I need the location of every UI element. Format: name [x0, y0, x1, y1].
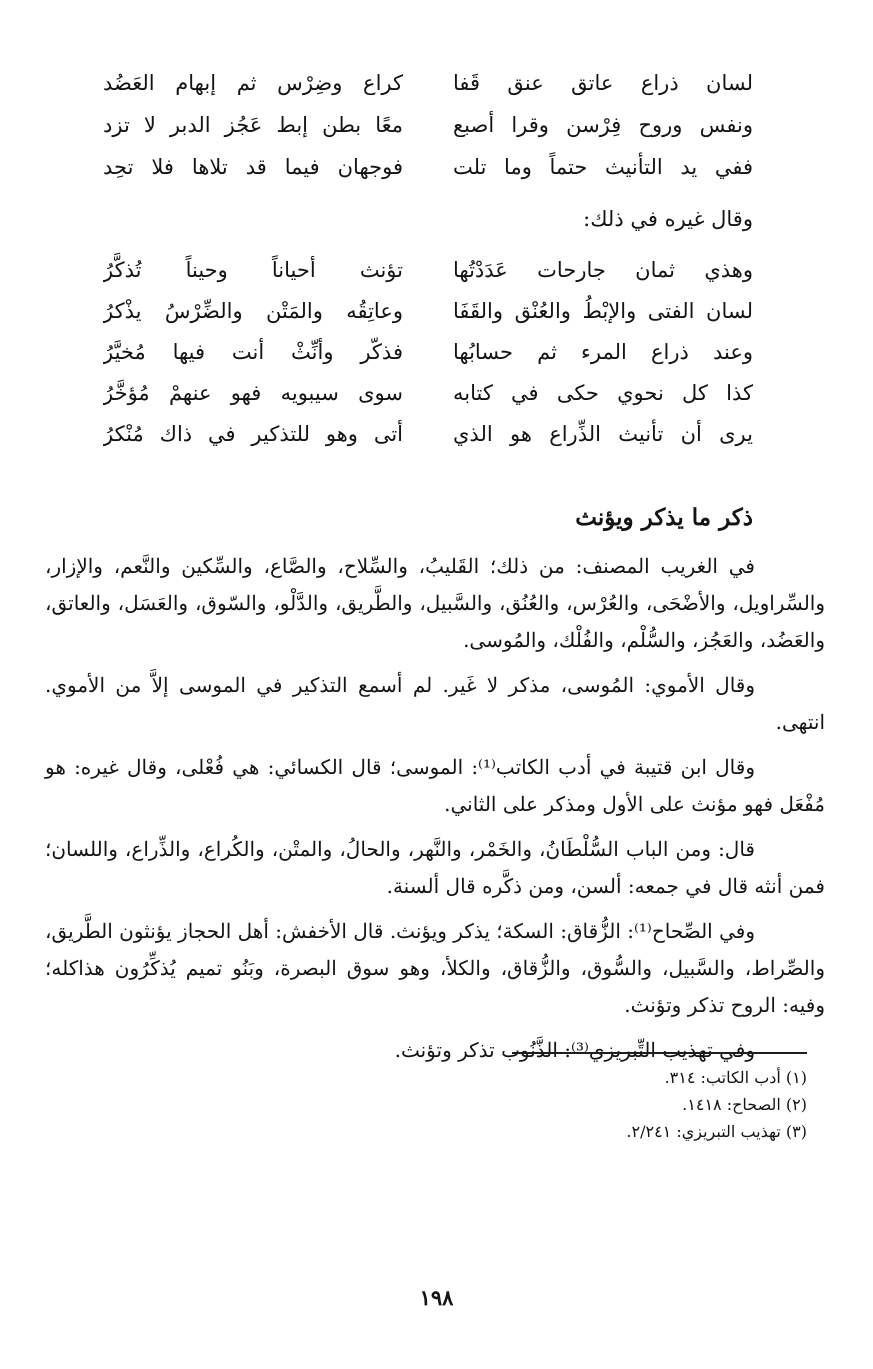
- hemistich-first: لسان الفتى والإبْطُ والعُنْق والقَفَا: [453, 299, 753, 323]
- verse: [103, 414, 753, 455]
- hemistich-first: ففي يد التأنيث حتماً وما تلت: [453, 155, 753, 179]
- paragraph: وقال ابن قتيبة في أدب الكاتب⁽¹⁾: الموسى؛ قال الكسائي: هي فُعْلى، وقال غيره: هو مُفْعَل فهو مؤنث على الأول ومذكر على الثاني.: [45, 755, 825, 816]
- verse: [103, 291, 753, 332]
- hemistich-first: ونفس وروح فِرْسن وقرا أصبع: [453, 113, 753, 137]
- hemistich-second: وعاتِقُه والمَتْن والضِّرْسُ يذْكرُ: [103, 299, 403, 323]
- paragraph: وفي الصِّحاح⁽¹⁾: الزُّقاق: السكة؛ يذكر ويؤنث. قال الأخفش: أهل الحجاز يؤنثون الطَّريق، والصِّراط، والسَّبيل، والسُّوق، والزُّقاق، والكلأ، وهو سوق البصرة، وبَنُو تميم يُذكِّرُون هذاكله؛ وفيه: الروح تذكر وتؤنث.: [45, 919, 825, 1017]
- verse: [103, 332, 753, 373]
- paragraph: وقال الأموي: المُوسى، مذكر لا غَير. لم أسمع التذكير في الموسى إلاَّ من الأموي. انتهى.: [45, 673, 825, 734]
- paragraph: وفي تهذيب التِّبريزي⁽³⁾: الذَّنُوب تذكر وتؤنث.: [394, 1038, 755, 1062]
- hemistich-first: كذا كل نحوي حكى في كتابه: [453, 381, 753, 405]
- hemistich-second: أتى وهو للتذكير في ذاك مُنْكرُ: [103, 422, 403, 446]
- footnote: (٢) الصحاح: ١٤١٨.: [682, 1095, 807, 1114]
- hemistich-second: تؤنث أحياناً وحيناً تُذكَّرُ: [103, 258, 403, 282]
- paragraph: قال: ومن الباب السُّلْطَانُ، والخَمْر، والنَّهر، والحالُ، والمتْن، والكُراع، والذِّراع، واللسان؛ فمن أنثه قال في جمعه: ألسن، ومن ذكَّره قال ألسنة.: [45, 837, 825, 898]
- footnote-separator: [512, 1052, 807, 1054]
- hemistich-second: فوجهان فيما قد تلاها فلا تحِد: [103, 155, 403, 179]
- footnote: (٣) تهذيب التبريزي: ٢/٢٤١.: [626, 1122, 807, 1141]
- hemistich-second: كراع وضِرْس ثم إبهام العَضُد: [103, 71, 403, 95]
- poem-intro-line: وقال غيره في ذلك:: [583, 207, 753, 231]
- poem-block-2: [103, 250, 753, 455]
- poem-block-1: [103, 62, 753, 188]
- verse: [103, 373, 753, 414]
- body-text: [45, 548, 825, 1077]
- hemistich-second: معًا بطن إبط عَجُز الدبر لا تزد: [103, 113, 403, 137]
- hemistich-first: وعند ذراع المرء ثم حسابُها: [453, 340, 753, 364]
- hemistich-second: سوى سيبويه فهو عنهمْ مُؤخَّرُ: [103, 381, 403, 405]
- section-heading: ذكر ما يذكر ويؤنث: [575, 504, 753, 531]
- hemistich-first: لسان ذراع عاتق عنق قَفا: [453, 71, 753, 95]
- verse: [103, 146, 753, 188]
- paragraph: في الغريب المصنف: من ذلك؛ القَليبُ، والسِّلاح، والصَّاع، والسِّكين والنَّعم، والإزار، والسِّراويل، والأضْحَى، والعُرْس، والعُنُق، والسَّبيل، والطَّريق، والدَّلْو، والسّوق، والعَسَل، والعاتق، والعَضُد، والعَجُز، والسُّلْم، والفُلْك، والمُوسى.: [45, 554, 825, 652]
- footnote: (١) أدب الكاتب: ٣١٤.: [664, 1068, 807, 1087]
- verse: [103, 62, 753, 104]
- verse: [103, 104, 753, 146]
- hemistich-second: فذكّر وأنِّثْ أنت فيها مُخيَّرُ: [103, 340, 403, 364]
- hemistich-first: يرى أن تأنيث الذِّراع هو الذي: [453, 422, 753, 446]
- verse: [103, 250, 753, 291]
- footnotes: [307, 1064, 807, 1145]
- hemistich-first: وهذي ثمان جارحات عَدَدْتُها: [453, 258, 753, 282]
- page-number: ١٩٨: [419, 1285, 454, 1310]
